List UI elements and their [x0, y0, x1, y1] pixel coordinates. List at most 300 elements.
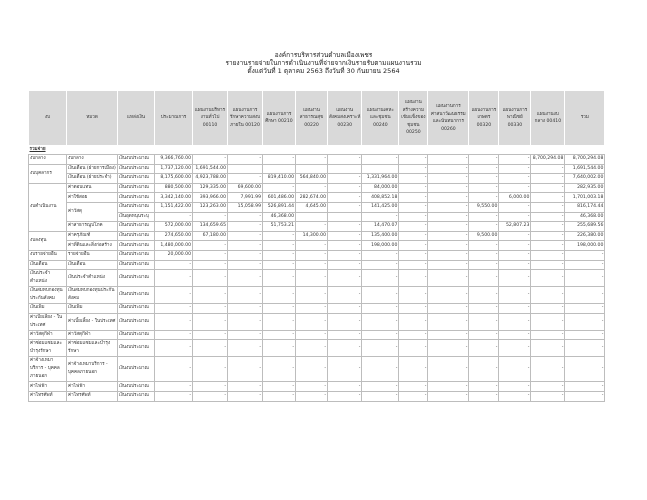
category-cell: ค่าโทรศัพท์ — [67, 391, 118, 401]
amount-cell: - — [155, 304, 193, 314]
table-row — [29, 382, 605, 392]
amount-cell: - — [362, 382, 399, 392]
amount-cell: - — [228, 212, 263, 222]
budget-cell: เงินเดือน — [29, 260, 67, 270]
amount-cell: - — [155, 382, 193, 392]
source-cell: เงินงบประมาณ — [118, 241, 155, 251]
table-row — [29, 250, 605, 260]
table-row — [29, 183, 605, 193]
source-cell: เงินงบประมาณ — [118, 250, 155, 260]
category-cell: ค่าใช้สอย — [67, 193, 118, 203]
total-cell: - — [565, 270, 605, 287]
amount-cell: - — [499, 250, 531, 260]
amount-cell: - — [469, 340, 499, 357]
amount-cell: 14,300.00 — [296, 231, 328, 241]
budget-cell: ค่าไฟฟ้า — [29, 382, 67, 392]
source-cell: เงินงบประมาณ — [118, 164, 155, 174]
amount-cell: - — [263, 313, 296, 330]
amount-cell: - — [296, 313, 328, 330]
amount-cell: 15,058.99 — [228, 202, 263, 212]
amount-cell: - — [428, 155, 469, 165]
amount-cell: - — [399, 155, 428, 165]
amount-cell: - — [193, 212, 228, 222]
amount-cell: 123,263.00 — [193, 202, 228, 212]
amount-cell: - — [155, 340, 193, 357]
amount-cell: - — [263, 357, 296, 382]
amount-cell: - — [531, 193, 565, 203]
total-cell: 255,689.56 — [565, 222, 605, 232]
table-row — [29, 260, 605, 270]
category-cell: ค่าสาธารณูปโภค — [67, 222, 118, 232]
amount-cell: - — [499, 313, 531, 330]
amount-cell: - — [263, 340, 296, 357]
amount-cell: - — [469, 212, 499, 222]
source-cell: เงินงบประมาณ — [118, 330, 155, 340]
amount-cell: - — [399, 183, 428, 193]
amount-cell: - — [328, 340, 362, 357]
column-header: แผนงานการศึกษา 00210 — [263, 91, 296, 146]
amount-cell: 8,700,294.08 — [531, 155, 565, 165]
amount-cell: 20,000.00 — [155, 250, 193, 260]
amount-cell: 526,891.44 — [263, 202, 296, 212]
category-cell: ค่าตอบแทน — [67, 183, 118, 193]
amount-cell: - — [362, 287, 399, 304]
source-cell: เงินอุดหนุนระบุ — [118, 212, 155, 222]
amount-cell: - — [296, 260, 328, 270]
amount-cell: - — [428, 270, 469, 287]
amount-cell: - — [399, 304, 428, 314]
amount-cell: - — [428, 202, 469, 212]
amount-cell: - — [428, 250, 469, 260]
amount-cell: - — [193, 250, 228, 260]
total-cell: - — [565, 313, 605, 330]
amount-cell: - — [428, 241, 469, 251]
total-cell: - — [565, 250, 605, 260]
amount-cell: - — [469, 313, 499, 330]
amount-cell: - — [469, 183, 499, 193]
table-row — [29, 174, 605, 184]
amount-cell: - — [531, 391, 565, 401]
amount-cell: - — [362, 391, 399, 401]
amount-cell: 564,840.00 — [296, 174, 328, 184]
amount-cell: - — [296, 241, 328, 251]
amount-cell: - — [263, 270, 296, 287]
total-cell: - — [565, 382, 605, 392]
amount-cell: - — [228, 330, 263, 340]
amount-cell: 51,753.21 — [263, 222, 296, 232]
amount-cell: - — [399, 212, 428, 222]
source-cell: เงินงบประมาณ — [118, 304, 155, 314]
amount-cell: - — [531, 231, 565, 241]
amount-cell: - — [469, 222, 499, 232]
amount-cell: - — [499, 330, 531, 340]
source-cell: เงินงบประมาณ — [118, 222, 155, 232]
amount-cell: - — [428, 260, 469, 270]
table-row — [29, 241, 605, 251]
amount-cell: - — [499, 287, 531, 304]
amount-cell: - — [296, 222, 328, 232]
amount-cell: 6,000.00 — [499, 193, 531, 203]
amount-cell: 14,470.07 — [362, 222, 399, 232]
column-header: แผนงานงบกลาง 00410 — [531, 91, 565, 146]
amount-cell — [296, 212, 328, 222]
report-period: ตั้งแต่วันที่ 1 ตุลาคม 2563 ถึงวันที่ 30 กันยายน 2564 — [247, 67, 400, 75]
amount-cell: 819,410.00 — [263, 174, 296, 184]
amount-cell: - — [193, 382, 228, 392]
amount-cell: - — [193, 270, 228, 287]
budget-cell: ค่าเบี้ยเลี้ยง - ในประเทศ — [29, 313, 67, 330]
amount-cell — [296, 164, 328, 174]
total-cell: 226,380.00 — [565, 231, 605, 241]
amount-cell: - — [263, 241, 296, 251]
category-cell: ค่าวัสดุ — [67, 202, 118, 221]
amount-cell: 880,500.00 — [155, 183, 193, 193]
amount-cell: - — [531, 212, 565, 222]
amount-cell: 1,331,964.00 — [362, 174, 399, 184]
amount-cell: - — [155, 330, 193, 340]
amount-cell: - — [469, 193, 499, 203]
budget-cell: เงินสมทบกองทุนประกันสังคม — [29, 287, 67, 304]
amount-cell: - — [155, 391, 193, 401]
amount-cell: - — [228, 241, 263, 251]
amount-cell: - — [399, 330, 428, 340]
table-row — [29, 155, 605, 165]
amount-cell: - — [193, 313, 228, 330]
amount-cell: - — [296, 270, 328, 287]
amount-cell: - — [428, 193, 469, 203]
source-cell: เงินงบประมาณ — [118, 391, 155, 401]
amount-cell: - — [362, 155, 399, 165]
budget-cell: งบบุคลากร — [29, 164, 67, 183]
amount-cell: - — [362, 250, 399, 260]
amount-cell: - — [296, 304, 328, 314]
budget-cell: เงินเพิ่ม — [29, 304, 67, 314]
amount-cell: 67,180.00 — [193, 231, 228, 241]
amount-cell: - — [531, 241, 565, 251]
amount-cell: - — [531, 174, 565, 184]
amount-cell: - — [328, 193, 362, 203]
amount-cell: 69,600.00 — [228, 183, 263, 193]
amount-cell: - — [531, 222, 565, 232]
total-cell: 816,174.44 — [565, 202, 605, 212]
amount-cell: - — [296, 155, 328, 165]
amount-cell: - — [263, 183, 296, 193]
expense-table — [28, 90, 605, 402]
total-cell: - — [565, 357, 605, 382]
table-row — [29, 222, 605, 232]
amount-cell: 7,991.99 — [228, 193, 263, 203]
amount-cell: - — [531, 260, 565, 270]
total-cell: - — [565, 287, 605, 304]
amount-cell: - — [399, 231, 428, 241]
amount-cell: - — [155, 287, 193, 304]
source-cell: เงินงบประมาณ — [118, 260, 155, 270]
amount-cell: - — [499, 164, 531, 174]
amount-cell: 8,175,600.00 — [155, 174, 193, 184]
column-header: แผนงานบริหารงานทั่วไป 00110 — [193, 91, 228, 146]
amount-cell: - — [399, 260, 428, 270]
amount-cell: 4,923,788.00 — [193, 174, 228, 184]
column-header: รวม — [565, 91, 605, 146]
column-header: แผนงานการศาสนาวัฒนธรรม และนันทนาการ 00260 — [428, 91, 469, 146]
amount-cell: - — [263, 260, 296, 270]
amount-cell: - — [228, 222, 263, 232]
amount-cell — [228, 164, 263, 174]
amount-cell: - — [469, 270, 499, 287]
amount-cell: - — [428, 164, 469, 174]
category-cell: เงินเพิ่ม — [67, 304, 118, 314]
amount-cell: - — [328, 241, 362, 251]
amount-cell: - — [531, 202, 565, 212]
source-cell: เงินงบประมาณ — [118, 340, 155, 357]
amount-cell: - — [193, 155, 228, 165]
amount-cell: - — [531, 357, 565, 382]
amount-cell — [362, 164, 399, 174]
source-cell: เงินงบประมาณ — [118, 174, 155, 184]
amount-cell: - — [499, 174, 531, 184]
amount-cell: - — [263, 382, 296, 392]
amount-cell: - — [155, 212, 193, 222]
table-row — [29, 330, 605, 340]
category-cell: เงินประจำตำแหน่ง — [67, 270, 118, 287]
amount-cell: - — [399, 241, 428, 251]
amount-cell: - — [399, 270, 428, 287]
amount-cell: - — [469, 174, 499, 184]
table-row — [29, 357, 605, 382]
amount-cell: - — [228, 260, 263, 270]
amount-cell: - — [228, 231, 263, 241]
amount-cell: - — [296, 330, 328, 340]
category-cell: ค่าซ่อมแซมและบำรุงรักษา — [67, 340, 118, 357]
amount-cell: - — [531, 340, 565, 357]
amount-cell: - — [155, 270, 193, 287]
total-cell: 198,000.00 — [565, 241, 605, 251]
amount-cell: - — [499, 241, 531, 251]
column-header: แผนงานสังคมสงเคราะห์ 00230 — [328, 91, 362, 146]
amount-cell: 601,486.00 — [263, 193, 296, 203]
amount-cell: - — [362, 340, 399, 357]
budget-cell: ค่าจ้างเหมาบริการ - บุคคลภายนอก — [29, 357, 67, 382]
amount-cell: - — [193, 391, 228, 401]
budget-cell: งบลงทุน — [29, 231, 67, 250]
amount-cell: - — [428, 183, 469, 193]
amount-cell: 1,151,422.00 — [155, 202, 193, 212]
amount-cell: 198,000.00 — [362, 241, 399, 251]
report-table-container — [28, 90, 605, 402]
amount-cell — [263, 164, 296, 174]
total-cell: 1,701,003.18 — [565, 193, 605, 203]
amount-cell: - — [499, 183, 531, 193]
table-row — [29, 164, 605, 174]
amount-cell: 52,807.23 — [499, 222, 531, 232]
amount-cell: - — [362, 330, 399, 340]
source-cell: เงินงบประมาณ — [118, 382, 155, 392]
amount-cell: 408,852.18 — [362, 193, 399, 203]
category-cell: ค่าเบี้ยเลี้ยง - ในประเทศ — [67, 313, 118, 330]
amount-cell: - — [328, 313, 362, 330]
table-row — [29, 287, 605, 304]
source-cell: เงินงบประมาณ — [118, 155, 155, 165]
amount-cell: - — [428, 174, 469, 184]
amount-cell: - — [296, 391, 328, 401]
total-cell: 8,700,294.08 — [565, 155, 605, 165]
amount-cell: - — [399, 250, 428, 260]
total-cell: - — [565, 330, 605, 340]
amount-cell: - — [469, 304, 499, 314]
amount-cell: 4,645.00 — [296, 202, 328, 212]
table-row — [29, 313, 605, 330]
category-cell: เงินเดือน (ฝ่ายการเมือง) — [67, 164, 118, 174]
source-cell: เงินงบประมาณ — [118, 357, 155, 382]
amount-cell: 3,342,140.00 — [155, 193, 193, 203]
amount-cell: - — [531, 270, 565, 287]
category-cell: ค่าที่ดินและสิ่งก่อสร้าง — [67, 241, 118, 251]
amount-cell: 129,335.00 — [193, 183, 228, 193]
amount-cell: - — [428, 287, 469, 304]
total-cell: 46,368.00 — [565, 212, 605, 222]
amount-cell: 1,480,000.00 — [155, 241, 193, 251]
category-cell: รายจ่ายอื่น — [67, 250, 118, 260]
amount-cell: 9,366,760.00 — [155, 155, 193, 165]
amount-cell: 135,400.00 — [362, 231, 399, 241]
amount-cell: - — [328, 382, 362, 392]
budget-cell: งบรายจ่ายอื่น — [29, 250, 67, 260]
amount-cell: - — [296, 382, 328, 392]
amount-cell: - — [296, 287, 328, 304]
org-name: องค์การบริหารส่วนตำบลเมืองเพชร — [274, 51, 373, 59]
category-cell: ค่าจ้างเหมาบริการ - บุคคลภายนอก — [67, 357, 118, 382]
amount-cell: 1,737,120.00 — [155, 164, 193, 174]
amount-cell: 282,674.00 — [296, 193, 328, 203]
amount-cell: - — [469, 287, 499, 304]
amount-cell: - — [328, 304, 362, 314]
amount-cell: - — [155, 260, 193, 270]
amount-cell: - — [499, 270, 531, 287]
amount-cell: - — [469, 164, 499, 174]
amount-cell: - — [228, 304, 263, 314]
amount-cell: - — [155, 313, 193, 330]
amount-cell: - — [399, 391, 428, 401]
amount-cell: - — [328, 260, 362, 270]
section-label: รวมจ่าย — [29, 147, 46, 152]
budget-cell: งบดำเนินงาน — [29, 183, 67, 231]
amount-cell: - — [296, 340, 328, 357]
table-row — [29, 231, 605, 241]
amount-cell: - — [499, 391, 531, 401]
column-header: แผนงานการพาณิชย์ 00330 — [499, 91, 531, 146]
report-title: รายงานรายจ่ายในการดำเนินงานที่จ่ายจากเงินรายรับตามแผนงานรวม — [225, 59, 422, 67]
amount-cell: - — [328, 222, 362, 232]
amount-cell: - — [499, 340, 531, 357]
amount-cell: - — [263, 330, 296, 340]
amount-cell: - — [228, 313, 263, 330]
amount-cell: - — [155, 357, 193, 382]
amount-cell: - — [428, 222, 469, 232]
amount-cell: - — [469, 155, 499, 165]
column-header: แผนงานสร้างความเข้มแข็งของชุมชน 00250 — [399, 91, 428, 146]
amount-cell: - — [228, 391, 263, 401]
amount-cell: - — [428, 357, 469, 382]
amount-cell: - — [499, 155, 531, 165]
amount-cell: 1,691,544.00 — [193, 164, 228, 174]
category-cell: ค่าไฟฟ้า — [67, 382, 118, 392]
amount-cell: - — [399, 340, 428, 357]
table-row — [29, 193, 605, 203]
total-cell: 282,935.00 — [565, 183, 605, 193]
amount-cell: - — [399, 193, 428, 203]
amount-cell: - — [531, 304, 565, 314]
amount-cell — [328, 164, 362, 174]
amount-cell: - — [428, 304, 469, 314]
amount-cell: - — [469, 382, 499, 392]
header-row — [29, 91, 605, 146]
amount-cell: - — [499, 357, 531, 382]
table-row — [29, 340, 605, 357]
amount-cell: - — [399, 164, 428, 174]
total-cell: - — [565, 340, 605, 357]
source-cell: เงินงบประมาณ — [118, 193, 155, 203]
amount-cell: - — [263, 304, 296, 314]
amount-cell: - — [531, 164, 565, 174]
amount-cell: - — [362, 313, 399, 330]
amount-cell: - — [499, 382, 531, 392]
amount-cell: 274,650.00 — [155, 231, 193, 241]
amount-cell: - — [399, 382, 428, 392]
amount-cell: 9,550.00 — [469, 202, 499, 212]
amount-cell: - — [469, 391, 499, 401]
amount-cell: - — [499, 202, 531, 212]
column-header: แผนงานการเกษตร 00320 — [469, 91, 499, 146]
amount-cell: - — [296, 183, 328, 193]
amount-cell: - — [228, 155, 263, 165]
amount-cell: - — [328, 330, 362, 340]
budget-cell: ค่าซ่อมแซมและบำรุงรักษา — [29, 340, 67, 357]
amount-cell: - — [228, 382, 263, 392]
amount-cell: - — [193, 260, 228, 270]
budget-cell: งบกลาง — [29, 155, 67, 165]
column-header: แผนงานเคหะและชุมชน 00240 — [362, 91, 399, 146]
amount-cell: - — [263, 391, 296, 401]
amount-cell: - — [328, 202, 362, 212]
column-header: แผนงานการรักษาความสงบภายใน 00120 — [228, 91, 263, 146]
amount-cell: - — [428, 212, 469, 222]
amount-cell: 134,659.65 — [193, 222, 228, 232]
amount-cell: - — [531, 287, 565, 304]
amount-cell: - — [328, 231, 362, 241]
amount-cell: - — [399, 174, 428, 184]
amount-cell: - — [328, 155, 362, 165]
table-row — [29, 304, 605, 314]
amount-cell: - — [469, 357, 499, 382]
amount-cell: 46,368.00 — [263, 212, 296, 222]
total-cell: 1,691,544.00 — [565, 164, 605, 174]
amount-cell: - — [228, 174, 263, 184]
amount-cell: - — [362, 357, 399, 382]
budget-cell: ค่าโทรศัพท์ — [29, 391, 67, 401]
column-header: หมวด — [67, 91, 118, 146]
amount-cell: - — [328, 174, 362, 184]
amount-cell: - — [399, 313, 428, 330]
total-cell: - — [565, 391, 605, 401]
amount-cell: - — [228, 357, 263, 382]
category-cell: เงินสมทบกองทุนประกันสังคม — [67, 287, 118, 304]
amount-cell: - — [296, 250, 328, 260]
amount-cell: 393,966.00 — [193, 193, 228, 203]
total-cell: - — [565, 260, 605, 270]
table-row — [29, 202, 605, 212]
amount-cell: - — [399, 357, 428, 382]
amount-cell: - — [399, 202, 428, 212]
